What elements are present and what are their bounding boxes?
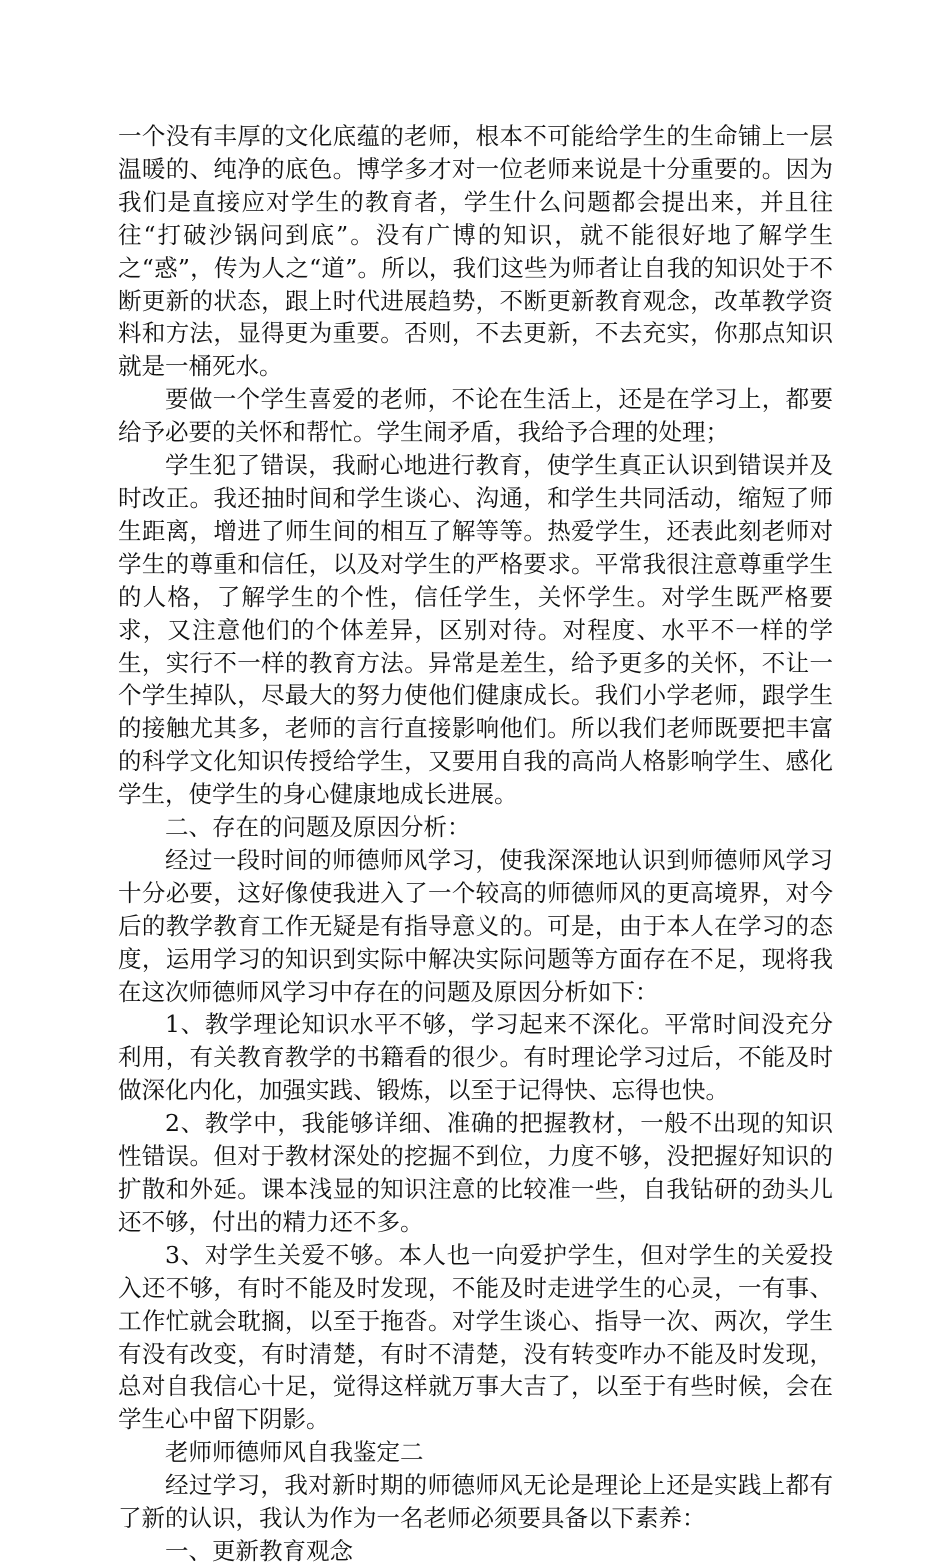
section-heading: 二、存在的问题及原因分析： [165,813,471,842]
paragraph: 学生犯了错误，我耐心地进行教育，使学生真正认识到错误并及时改正。我还抽时间和学生谈心、沟通，和学生共同活动，缩短了师生距离，增进了师生间的相互了解等等。热爱学生，还表此刻老师对学生的尊重和信任，以及对学生的严格要求。平常我很注意尊重学生的人格，了解学生的个性，信任学生，关怀学生。对学生既严格要求，又注意他们的个体差异，区别对待。对程度、水平不一样的学生，实行不一样的教育方法。异常是差生，给予更多的关怀，不让一个学生掉队，尽最大的努力使他们健康成长。我们小学老师，跟学生的接触尤其多，老师的言行直接影响他们。所以我们老师既要把丰富的科学文化知识传授给学生，又要用自我的高尚人格影响学生、感化学生，使学生的身心健康地成长进展。 [118,451,833,809]
list-item: 2、教学中，我能够详细、准确的把握教材，一般不出现的知识性错误。但对于教材深处的挖掘不到位，力度不够，没把握好知识的扩散和外延。课本浅显的知识注意的比较准一些，自我钻研的劲头儿还不够，付出的精力还不多。 [118,1109,833,1236]
list-item: 3、对学生关爱不够。本人也一向爱护学生，但对学生的关爱投入还不够，有时不能及时发现，不能及时走进学生的心灵，一有事、工作忙就会耽搁，以至于拖沓。对学生谈心、指导一次、两次，学生有没有改变，有时清楚，有时不清楚，没有转变咋办不能及时发现，总对自我信心十足，觉得这样就万事大吉了，以至于有些时候，会在学生心中留下阴影。 [118,1240,833,1434]
section-heading: 一、更新教育观念 [165,1536,353,1565]
paragraph: 经过一段时间的师德师风学习，使我深深地认识到师德师风学习十分必要，这好像使我进入了一个较高的师德师风的更高境界，对今后的教学教育工作无疑是有指导意义的。可是，由于本人在学习的态度，运用学习的知识到实际中解决实际问题等方面存在不足，现将我在这次师德师风学习中存在的问题及原因分析如下： [118,845,833,1006]
document-page [118,120,833,1568]
paragraph: 经过学习，我对新时期的师德师风无论是理论上还是实践上都有了新的认识，我认为作为一名老师必须要具备以下素养： [118,1471,833,1533]
document-subtitle: 老师师德师风自我鉴定二 [165,1438,424,1467]
paragraph-continuation: 一个没有丰厚的文化底蕴的老师，根本不可能给学生的生命铺上一层温暖的、纯净的底色。博学多才对一位老师来说是十分重要的。因为我们是直接应对学生的教育者，学生什么问题都会提出来，并且往往“打破沙锅问到底”。没有广博的知识，就不能很好地了解学生之“惑”，传为人之“道”。所以，我们这些为师者让自我的知识处于不断更新的状态，跟上时代进展趋势，不断更新教育观念，改革教学资料和方法，显得更为重要。否则，不去更新，不去充实，你那点知识就是一桶死水。 [118,122,833,381]
paragraph: 要做一个学生喜爱的老师，不论在生活上，还是在学习上，都要给予必要的关怀和帮忙。学生闹矛盾，我给予合理的处理； [118,385,833,447]
list-item: 1、教学理论知识水平不够，学习起来不深化。平常时间没充分利用，有关教育教学的书籍看的很少。有时理论学习过后，不能及时做深化内化，加强实践、锻炼，以至于记得快、忘得也快。 [118,1010,833,1105]
